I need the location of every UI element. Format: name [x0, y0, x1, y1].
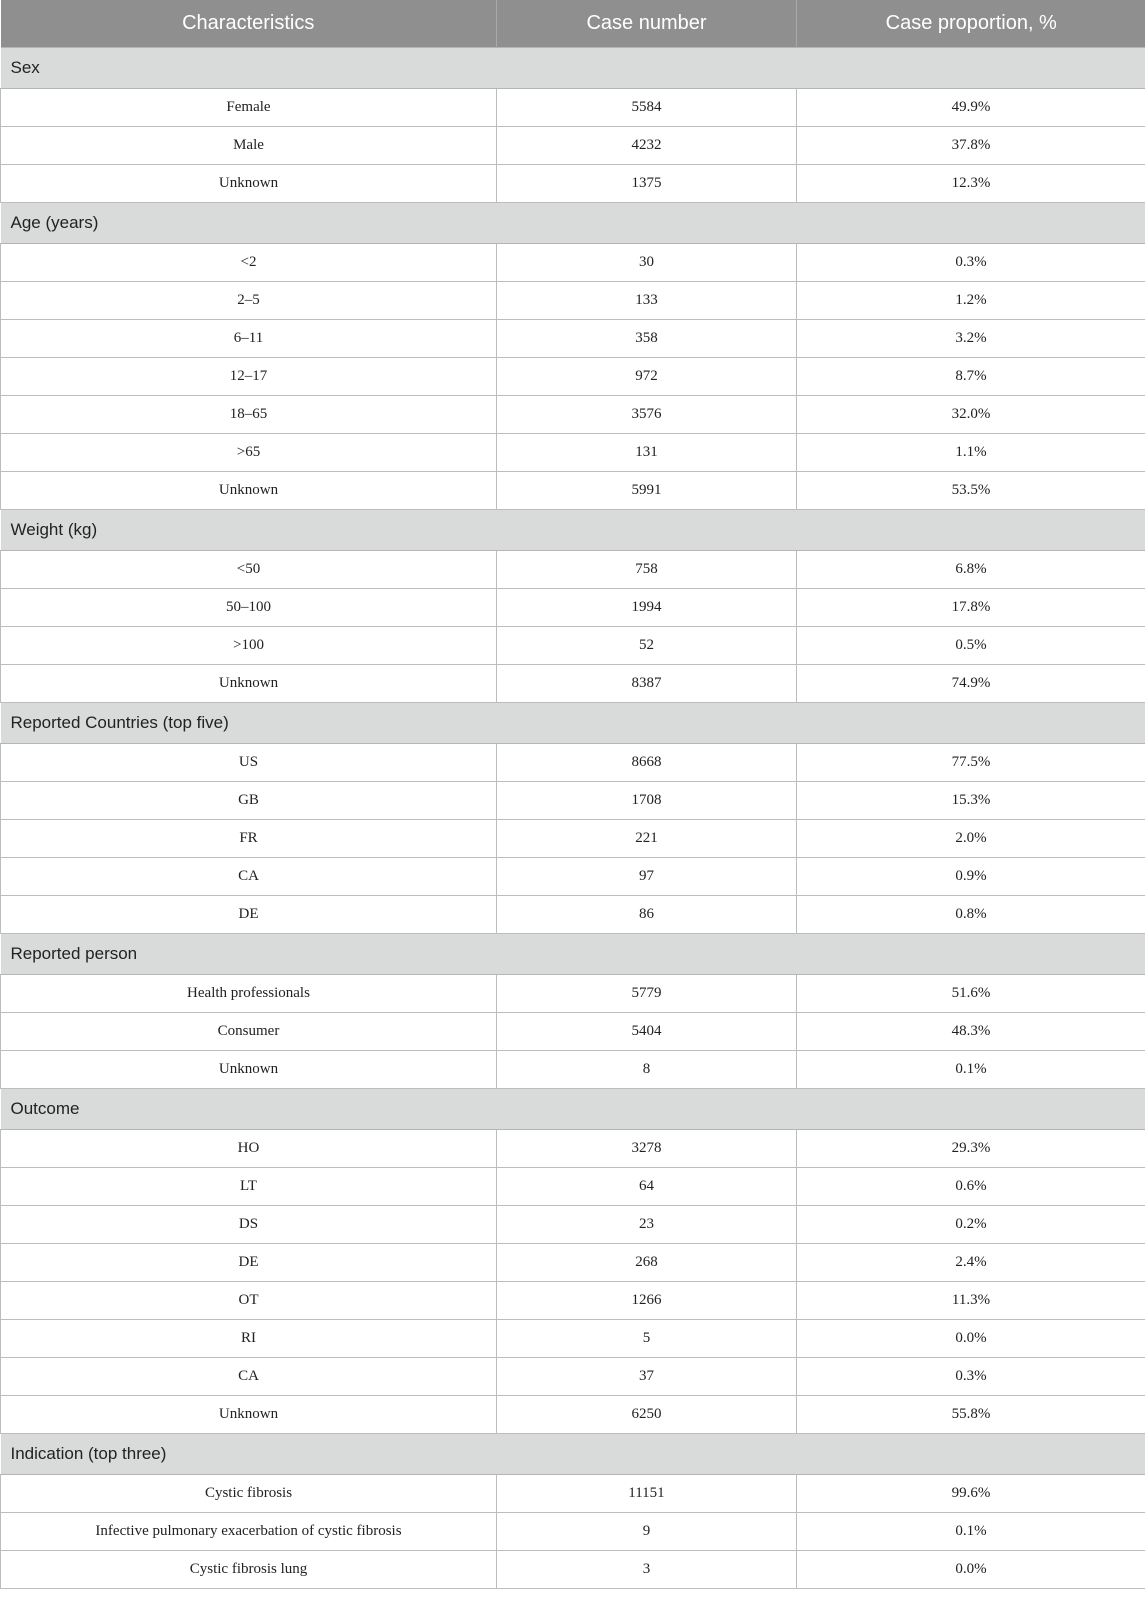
cell-characteristic: 12–17 — [1, 358, 497, 396]
cell-characteristic: Cystic fibrosis lung — [1, 1551, 497, 1589]
cell-case-number: 758 — [497, 551, 797, 589]
cell-characteristic: 6–11 — [1, 320, 497, 358]
table-row — [1, 320, 1145, 358]
header-row — [1, 0, 1145, 48]
cell-case-number: 1266 — [497, 1282, 797, 1320]
cell-case-number: 8387 — [497, 665, 797, 703]
cell-case-number: 11151 — [497, 1475, 797, 1513]
cell-case-number: 64 — [497, 1168, 797, 1206]
table-row — [1, 896, 1145, 934]
cell-case-proportion: 48.3% — [797, 1013, 1145, 1051]
cell-characteristic: Health professionals — [1, 975, 497, 1013]
section-row — [1, 510, 1145, 551]
section-title: Sex — [1, 48, 1145, 89]
cell-characteristic: <50 — [1, 551, 497, 589]
cell-case-number: 133 — [497, 282, 797, 320]
cell-characteristic: DS — [1, 1206, 497, 1244]
table-row — [1, 975, 1145, 1013]
cell-characteristic: FR — [1, 820, 497, 858]
cell-case-proportion: 1.2% — [797, 282, 1145, 320]
cell-case-proportion: 2.4% — [797, 1244, 1145, 1282]
cell-characteristic: Female — [1, 89, 497, 127]
cell-case-proportion: 0.5% — [797, 627, 1145, 665]
cell-case-proportion: 53.5% — [797, 472, 1145, 510]
cell-case-proportion: 1.1% — [797, 434, 1145, 472]
table-row — [1, 589, 1145, 627]
cell-case-number: 1375 — [497, 165, 797, 203]
table-row — [1, 282, 1145, 320]
section-title: Outcome — [1, 1089, 1145, 1130]
cell-characteristic: <2 — [1, 244, 497, 282]
cell-case-number: 23 — [497, 1206, 797, 1244]
table-body — [1, 48, 1145, 1589]
cell-case-proportion: 74.9% — [797, 665, 1145, 703]
cell-case-number: 221 — [497, 820, 797, 858]
table-row — [1, 127, 1145, 165]
cell-characteristic: DE — [1, 1244, 497, 1282]
cell-case-proportion: 0.1% — [797, 1513, 1145, 1551]
table-row — [1, 1513, 1145, 1551]
cell-case-proportion: 15.3% — [797, 782, 1145, 820]
table-row — [1, 1051, 1145, 1089]
cell-characteristic: OT — [1, 1282, 497, 1320]
cell-characteristic: Unknown — [1, 165, 497, 203]
section-row — [1, 703, 1145, 744]
cell-characteristic: RI — [1, 1320, 497, 1358]
cell-characteristic: Infective pulmonary exacerbation of cystic fibrosis — [1, 1513, 497, 1551]
section-title: Weight (kg) — [1, 510, 1145, 551]
cell-case-number: 1994 — [497, 589, 797, 627]
header-characteristics: Characteristics — [1, 0, 497, 48]
cell-case-number: 131 — [497, 434, 797, 472]
table-row — [1, 1396, 1145, 1434]
table-row — [1, 358, 1145, 396]
cell-case-proportion: 49.9% — [797, 89, 1145, 127]
cell-characteristic: >100 — [1, 627, 497, 665]
cell-case-proportion: 0.0% — [797, 1551, 1145, 1589]
section-row — [1, 48, 1145, 89]
section-title: Reported person — [1, 934, 1145, 975]
cell-case-proportion: 0.2% — [797, 1206, 1145, 1244]
cell-case-proportion: 37.8% — [797, 127, 1145, 165]
cell-case-proportion: 32.0% — [797, 396, 1145, 434]
cell-characteristic: CA — [1, 858, 497, 896]
section-row — [1, 1089, 1145, 1130]
table-row — [1, 89, 1145, 127]
cell-case-number: 8 — [497, 1051, 797, 1089]
section-row — [1, 203, 1145, 244]
table-row — [1, 1475, 1145, 1513]
cell-characteristic: US — [1, 744, 497, 782]
cell-characteristic: 18–65 — [1, 396, 497, 434]
cell-case-proportion: 3.2% — [797, 320, 1145, 358]
cell-case-proportion: 17.8% — [797, 589, 1145, 627]
cell-case-number: 3576 — [497, 396, 797, 434]
table-row — [1, 1168, 1145, 1206]
section-title: Age (years) — [1, 203, 1145, 244]
table-row — [1, 1358, 1145, 1396]
cell-case-number: 3 — [497, 1551, 797, 1589]
cell-characteristic: Unknown — [1, 1396, 497, 1434]
cell-case-proportion: 51.6% — [797, 975, 1145, 1013]
section-row — [1, 934, 1145, 975]
cell-case-proportion: 8.7% — [797, 358, 1145, 396]
cell-characteristic: 2–5 — [1, 282, 497, 320]
cell-characteristic: HO — [1, 1130, 497, 1168]
cell-case-proportion: 2.0% — [797, 820, 1145, 858]
cell-case-proportion: 0.9% — [797, 858, 1145, 896]
cell-case-number: 9 — [497, 1513, 797, 1551]
cell-characteristic: >65 — [1, 434, 497, 472]
section-row — [1, 1434, 1145, 1475]
cell-case-proportion: 77.5% — [797, 744, 1145, 782]
table-row — [1, 1013, 1145, 1051]
cell-case-number: 5404 — [497, 1013, 797, 1051]
cell-case-number: 37 — [497, 1358, 797, 1396]
cell-case-proportion: 99.6% — [797, 1475, 1145, 1513]
header-case-number: Case number — [497, 0, 797, 48]
table-row — [1, 1282, 1145, 1320]
cell-case-number: 358 — [497, 320, 797, 358]
table-row — [1, 165, 1145, 203]
cell-characteristic: CA — [1, 1358, 497, 1396]
cell-case-number: 5991 — [497, 472, 797, 510]
cell-case-proportion: 0.0% — [797, 1320, 1145, 1358]
section-title: Reported Countries (top five) — [1, 703, 1145, 744]
cell-case-number: 5779 — [497, 975, 797, 1013]
cell-characteristic: GB — [1, 782, 497, 820]
cell-characteristic: Cystic fibrosis — [1, 1475, 497, 1513]
cell-case-number: 8668 — [497, 744, 797, 782]
table-header — [1, 0, 1145, 48]
table-row — [1, 1206, 1145, 1244]
table-row — [1, 665, 1145, 703]
cell-case-proportion: 0.3% — [797, 1358, 1145, 1396]
section-title: Indication (top three) — [1, 1434, 1145, 1475]
cell-characteristic: Male — [1, 127, 497, 165]
cell-characteristic: Unknown — [1, 1051, 497, 1089]
cell-case-number: 1708 — [497, 782, 797, 820]
table-row — [1, 434, 1145, 472]
table-row — [1, 744, 1145, 782]
cell-case-proportion: 12.3% — [797, 165, 1145, 203]
cell-characteristic: 50–100 — [1, 589, 497, 627]
cell-characteristic: Unknown — [1, 472, 497, 510]
cell-case-number: 97 — [497, 858, 797, 896]
cell-case-number: 3278 — [497, 1130, 797, 1168]
cell-case-number: 5584 — [497, 89, 797, 127]
table-row — [1, 782, 1145, 820]
cell-case-number: 972 — [497, 358, 797, 396]
header-case-proportion: Case proportion, % — [797, 0, 1145, 48]
cell-case-proportion: 6.8% — [797, 551, 1145, 589]
cell-characteristic: Consumer — [1, 1013, 497, 1051]
cell-case-number: 52 — [497, 627, 797, 665]
table-row — [1, 472, 1145, 510]
table-row — [1, 1320, 1145, 1358]
cell-case-proportion: 29.3% — [797, 1130, 1145, 1168]
cell-case-number: 30 — [497, 244, 797, 282]
table-row — [1, 1130, 1145, 1168]
table-row — [1, 627, 1145, 665]
table-row — [1, 1551, 1145, 1589]
table-row — [1, 551, 1145, 589]
cell-characteristic: Unknown — [1, 665, 497, 703]
table-row — [1, 244, 1145, 282]
cell-case-proportion: 0.6% — [797, 1168, 1145, 1206]
cell-case-proportion: 55.8% — [797, 1396, 1145, 1434]
cell-case-number: 86 — [497, 896, 797, 934]
table-row — [1, 858, 1145, 896]
cell-case-proportion: 0.3% — [797, 244, 1145, 282]
cell-characteristic: LT — [1, 1168, 497, 1206]
cell-case-number: 6250 — [497, 1396, 797, 1434]
cell-case-number: 5 — [497, 1320, 797, 1358]
table-row — [1, 1244, 1145, 1282]
table-row — [1, 820, 1145, 858]
cell-case-proportion: 11.3% — [797, 1282, 1145, 1320]
table-row — [1, 396, 1145, 434]
cell-characteristic: DE — [1, 896, 497, 934]
cell-case-proportion: 0.8% — [797, 896, 1145, 934]
cell-case-number: 4232 — [497, 127, 797, 165]
cell-case-number: 268 — [497, 1244, 797, 1282]
cell-case-proportion: 0.1% — [797, 1051, 1145, 1089]
